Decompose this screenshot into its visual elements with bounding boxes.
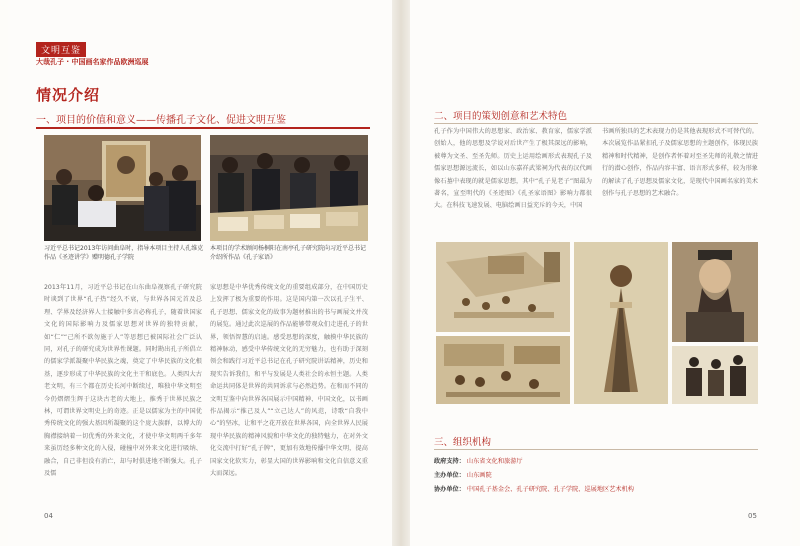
section-1-title: 一、项目的价值和意义——传播孔子文化、促进文明互鉴 <box>36 115 286 126</box>
page-fold <box>392 0 410 546</box>
org-value: 山东画院 <box>466 472 492 479</box>
section-tag: 文明互鉴 <box>36 42 86 57</box>
section-3-rule <box>434 449 758 450</box>
org-label: 政府支持： <box>434 458 465 465</box>
photo-xi-visit-painting <box>44 135 201 241</box>
section-2-title: 二、项目的策划创意和艺术特色 <box>434 111 568 122</box>
photo-1-caption: 习近平总书记2013年访问曲阜时，指导本项目主持人孔维克作品《圣迹讲学》赠明德孔子学院 <box>44 245 204 261</box>
left-page-number: 04 <box>44 512 53 520</box>
org-value: 中国孔子基金会、孔子研究院、孔子学院、巡展地区艺术机构 <box>466 486 634 493</box>
painting-figures-group <box>672 346 758 404</box>
painting-scholars-courtyard <box>436 242 570 332</box>
left-body-column-2: 家思想是中华优秀传统文化的重要组成部分，在中国历史上发挥了极为重要的作用。这是国内第一次以孔子生平、孔子思想、儒家文化的故事为题材推出的书与画展文并茂的展览。通过此次巡展的作品能够带观众们走进孔子的世界，领悟智慧的启迪。感受思想的深度，触摸中华民族的精神脉动，感受中华传统文化的无穷魅力，也有助于深刻领会和践行习近平总书记在孔子研究院讲话精神，历史和现实告诉我们，和平与发展是人类社会的永恒主题。人类命运共同体是世界的共同诉求与必然趋势。在和而不同的文明互鉴中向世界各国展示中国精神、中国文化，以书画作品揭示“推己及人”“立己达人”的风范，诗歌“自我中心”的坚冰，让和平之花开放在世界各国，向全世界人民展现中华民族的精神风貌和中华文化的独特魅力，在对外文化交流中打好“孔子牌”，更加有效地传播中华文明，提高国家文化软实力，彰显大国的世界影响和文化自信意义重大而深远。 <box>210 284 368 478</box>
org-row-co-host <box>434 484 634 493</box>
photo-2-caption: 本项目的学术顾问杨桐阳在南亭孔子研究院向习近平总书记介绍所作品《孔子家语》 <box>210 245 367 261</box>
org-row-government <box>434 456 523 465</box>
painting-confucius-portrait <box>672 242 758 342</box>
section-2-rule <box>434 123 758 124</box>
right-body-column-1: 孔子作为中国伟大的思想家、政治家、教育家，儒家学派创始人，他的思想及学说对后世产生了极其深远的影响，被尊为文圣、至圣先师。历史上运用绘画形式表现孔子及儒家思想源远流长，如以山东嘉祥武梁祠为代表的汉代画像石墓中表现的就是儒家思想，其中“孔子见老子”图最为著名，宣至明代的《圣迹图》《孔圣家语图》影响力都很大。在科技飞速发展、电脑绘画日益充斥的今天，中国 <box>434 128 592 210</box>
photo-xi-viewing-books <box>210 135 368 241</box>
page-heading: 情况介绍 <box>36 86 101 104</box>
right-page-number: 05 <box>748 512 757 520</box>
org-value: 山东省文化和旅游厅 <box>466 458 523 465</box>
org-label: 主办单位： <box>434 472 465 479</box>
org-label: 协办单位： <box>434 486 465 493</box>
painting-confucius-standing <box>574 242 668 404</box>
left-body-column-1: 2013年11月，习近平总书记在山东曲阜视察孔子研究院时谈到了世界“孔子热”经久不衰，与世界各国元首及总理、学界及经济界人士接触中多言必称孔子，随着世国家文化的国际影响力及儒家思想对世界的独特贡献，如“仁”“己所不欲勿施于人”等思想已被国际社会广泛认同，对孔子的研究成为世界性课题。同时勘出孔子所倡立的儒家学派凝聚中华民族之魂，奠定了中华民族的文化根基，逐步形成了中华民族的文化主干和底色。人类四大古老文明，有三个都在历史长河中断续过，唯独中华文明至今仍熠熠生辉于这块古老的大地上，推秀于世界民族之林，可谓世界文明史上的奇迹。正是以儒家为主的中国优秀传统文化的强大基因所凝聚的这个庞大族群，以博大的胸襟接纳着一切优秀的外来文化，才使中华文明两千多年来虽历经多种文化的入侵，碰撞中对外来文化进行吸纳、融合，自己非但没有消亡，却与时俱进地不断强大。孔子及儒 <box>44 284 202 478</box>
painting-gathering-scene <box>436 336 570 404</box>
section-1-rule <box>36 127 370 129</box>
series-title: 大哉孔子 · 中国画名家作品欧洲巡展 <box>36 58 149 66</box>
org-row-host <box>434 470 492 479</box>
section-3-title: 三、组织机构 <box>434 437 492 448</box>
right-body-column-2: 书画所独具的艺术表现力仍是其他表现形式不可替代的。本次展览作品紧扣孔子及儒家思想的主题创作，体现民族精神和时代精神，是创作者怀着对至圣先师的礼敬之情进行的潜心创作，作品内容丰富、语言形式多样，较为形象的解读了孔子思想及儒家文化，是现代中国画名家的美术创作与孔子思想的艺术融合。 <box>602 128 758 198</box>
